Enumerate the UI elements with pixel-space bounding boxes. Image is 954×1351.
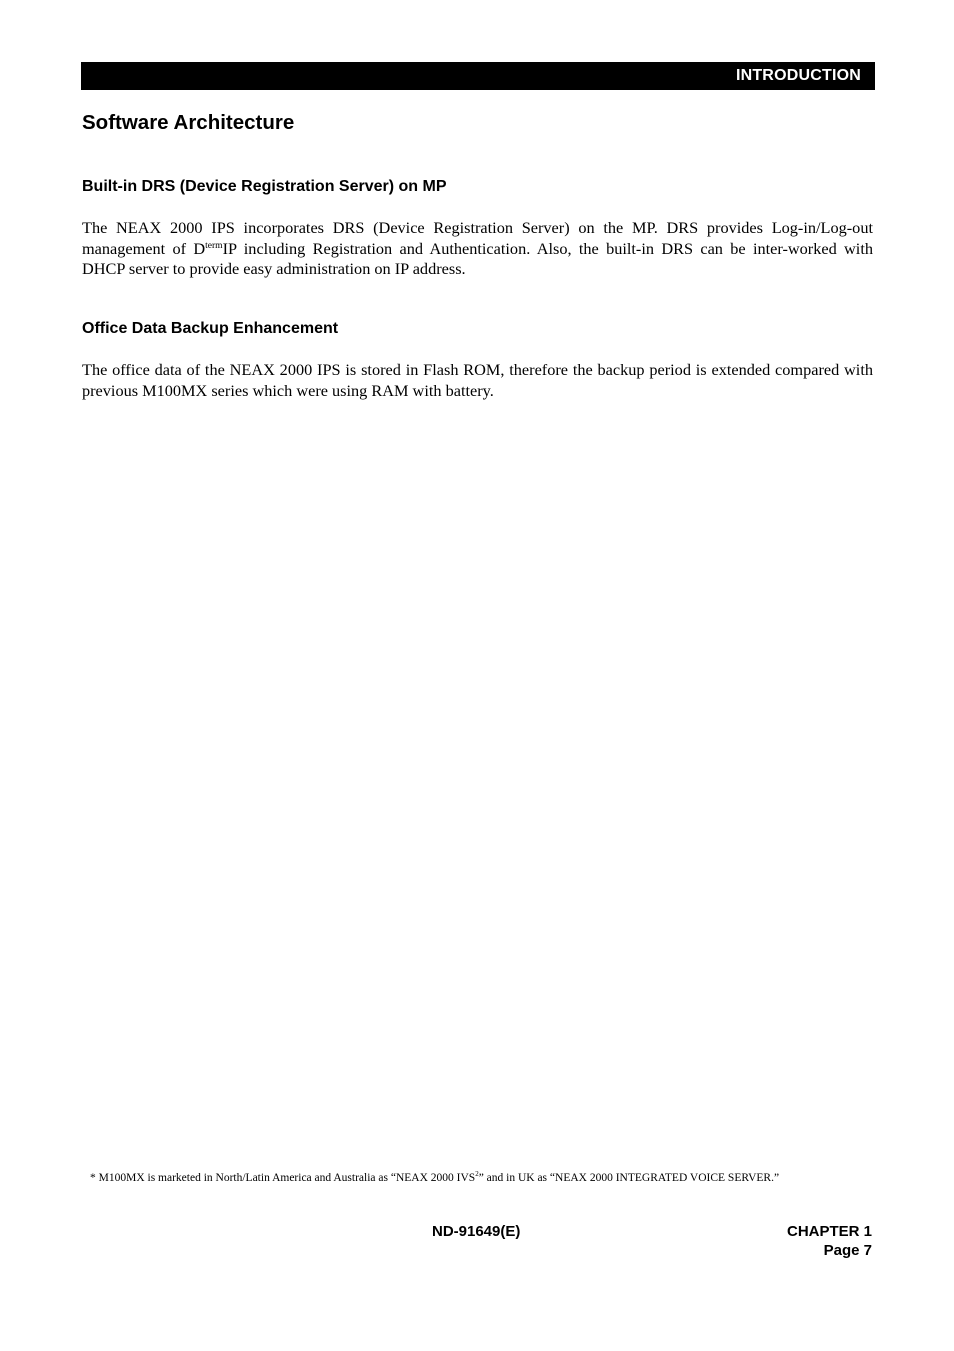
paragraph-backup: The office data of the NEAX 2000 IPS is stored in Flash ROM, therefore the backup period is extended compared with previous M100MX series which were using RAM with battery.: [82, 360, 873, 400]
footnote-text-2: ” and in UK as “NEAX 2000 INTEGRATED VOICE SERVER.”: [478, 1172, 780, 1184]
paragraph-drs-text-1: The NEAX 2000 IPS incorporates DRS (Device Registration Server) on the MP. DRS provides Log-in/Log-out management of D: [82, 218, 873, 258]
footer-chapter: CHAPTER 1: [786, 1223, 872, 1240]
paragraph-drs-text-2: IP including Registration and Authentication. Also, the built-in DRS can be inter-worked with DHCP server to provide easy administration on IP address.: [82, 238, 873, 278]
footer-page-number: Page 7: [823, 1242, 872, 1259]
footer-page-info: [787, 1222, 872, 1260]
footnote-text-1: * M100MX is marketed in North/Latin America and Australia as “NEAX 2000 IVS: [90, 1172, 476, 1184]
paragraph-drs: [82, 218, 873, 280]
section-heading-drs: Built-in DRS (Device Registration Server) on MP: [82, 178, 447, 195]
page-title: Software Architecture: [82, 111, 295, 134]
paragraph-drs-superscript: term: [205, 240, 223, 251]
footer-doc-number: ND-91649(E): [432, 1223, 521, 1240]
footnote-superscript: 2: [475, 1170, 479, 1178]
header-section-label: INTRODUCTION: [735, 67, 861, 84]
header-bar: [81, 62, 875, 90]
footnote: [90, 1172, 880, 1184]
section-heading-backup: Office Data Backup Enhancement: [82, 320, 339, 337]
